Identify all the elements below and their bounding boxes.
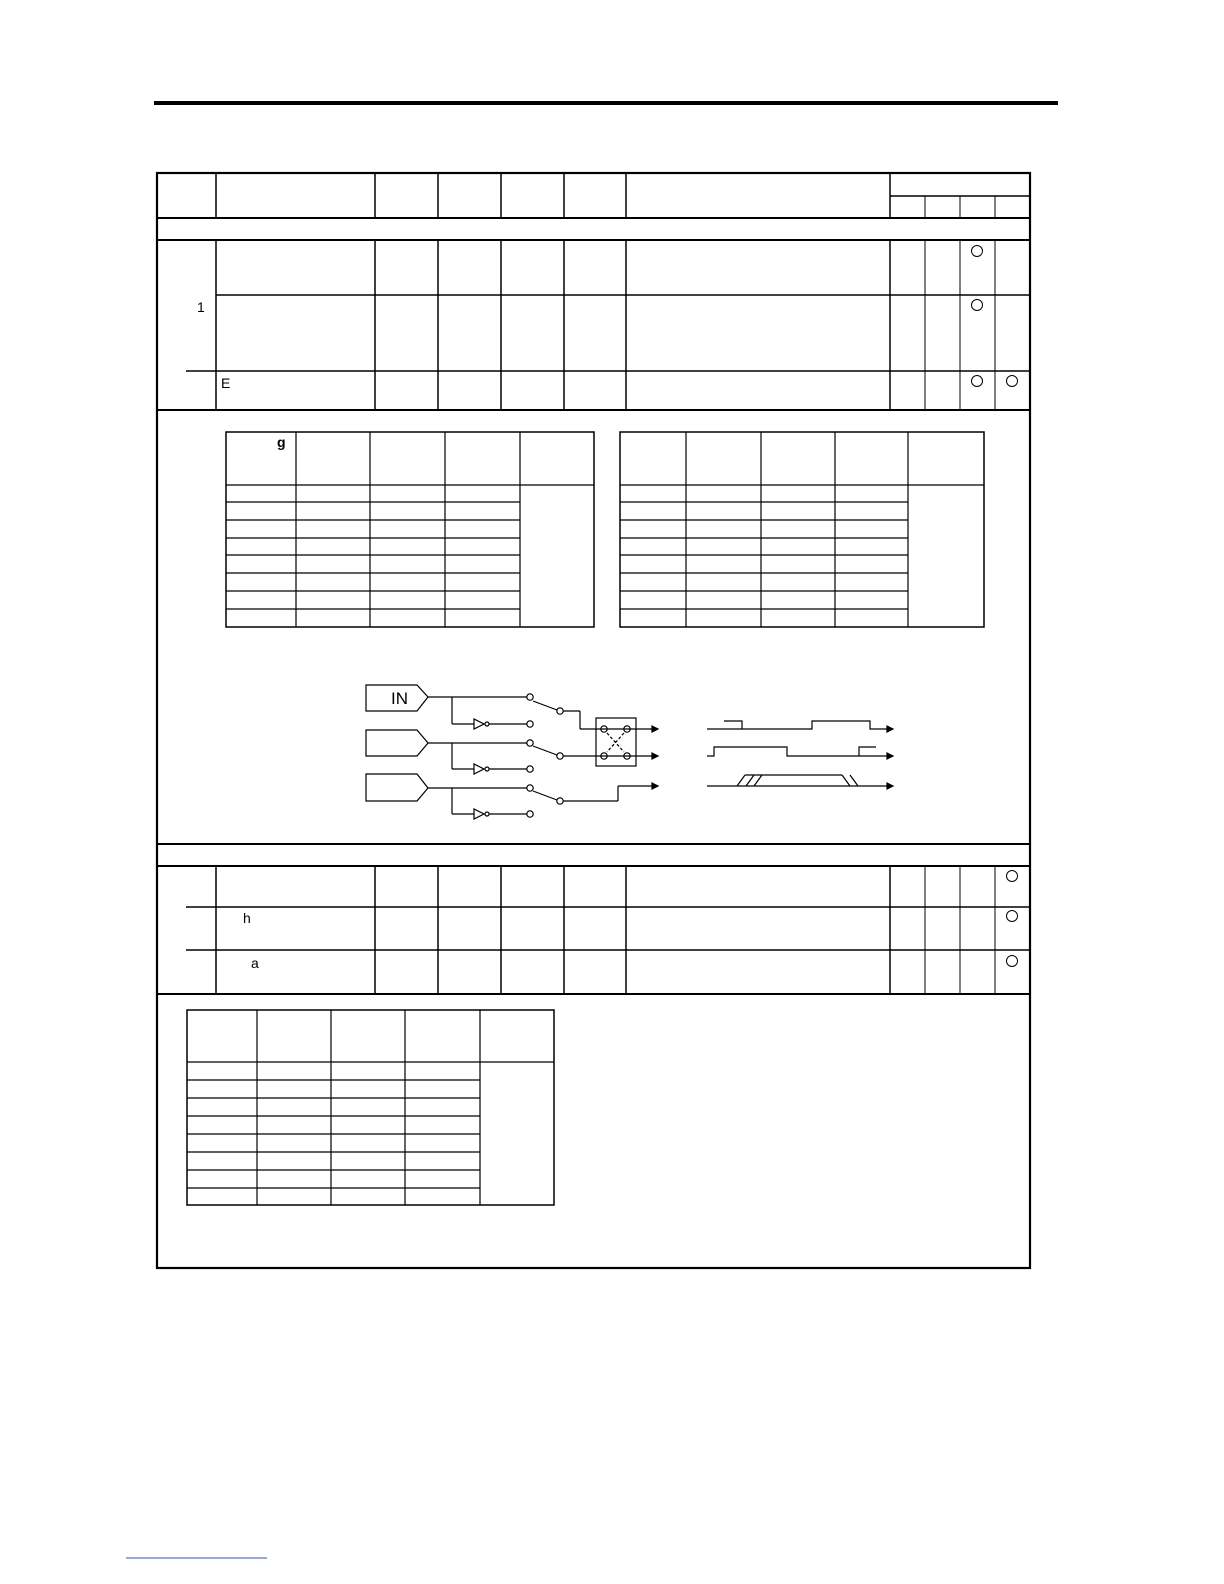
switch-icon <box>533 701 557 710</box>
inverter-icon <box>474 719 484 729</box>
mark-circle <box>1006 955 1018 967</box>
row-label-h: h <box>243 910 251 926</box>
subtable-right <box>620 432 984 627</box>
outer-frame <box>157 173 1030 1268</box>
subtable-left <box>226 432 594 627</box>
mark-circle <box>971 375 983 387</box>
row-label-a: a <box>251 955 259 971</box>
mark-circle <box>1006 375 1018 387</box>
waveform-icon <box>707 721 893 789</box>
mark-circle <box>971 245 983 257</box>
routing-diagram <box>366 685 893 819</box>
diagram-input-label: IN <box>391 689 408 708</box>
mark-circle <box>1006 870 1018 882</box>
subtable-header-glyph: g <box>277 434 286 450</box>
switch-icon <box>533 791 557 800</box>
crossover-icon <box>596 718 636 766</box>
mark-circle <box>1006 910 1018 922</box>
input-port-icon <box>366 730 428 756</box>
switch-icon <box>533 746 557 755</box>
inverter-icon <box>474 809 484 819</box>
input-port-icon <box>366 774 428 801</box>
row-number: 1 <box>197 299 205 315</box>
row-label-e: E <box>221 375 231 391</box>
mark-circle <box>971 299 983 311</box>
subtable-bottom <box>187 1010 554 1205</box>
inverter-icon <box>474 764 484 774</box>
